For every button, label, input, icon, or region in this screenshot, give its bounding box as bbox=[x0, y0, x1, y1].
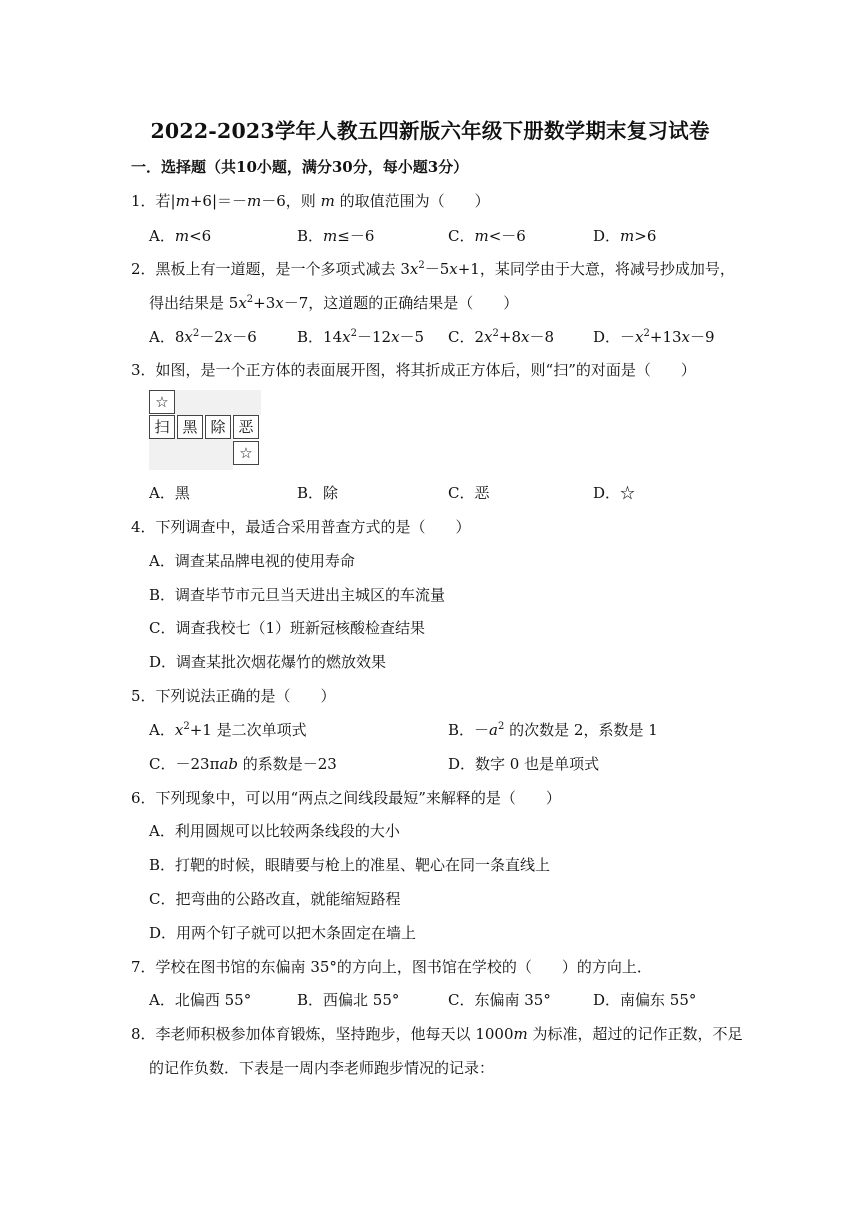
question-7: 7．学校在图书馆的东偏南 35°的方向上，图书馆在学校的（ ）的方向上． bbox=[131, 958, 652, 976]
q7-option-c: C．东偏南 35° bbox=[448, 991, 551, 1009]
net-cell-star-top: ☆ bbox=[149, 390, 175, 414]
question-2-line-1: 2．黑板上有一道题，是一个多项式减去 $3x^2-5x+1$，某同学由于大意，将减号抄成加号， bbox=[131, 260, 735, 278]
q3-option-c: C．恶 bbox=[448, 484, 490, 502]
q3-option-b: B．除 bbox=[297, 484, 339, 502]
cube-net-figure bbox=[149, 390, 261, 470]
q4-option-c: C．调查我校七（1）班新冠核酸检查结果 bbox=[149, 619, 426, 637]
q1-option-d: D．m>6 bbox=[593, 227, 657, 245]
q7-option-d: D．南偏东 55° bbox=[593, 991, 697, 1009]
q7-option-b: B．西偏北 55° bbox=[297, 991, 400, 1009]
q6-option-b: B．打靶的时候，眼睛要与枪上的准星、靶心在同一条直线上 bbox=[149, 856, 551, 874]
section-heading: 一．选择题（共10小题，满分30分，每小题3分） bbox=[131, 158, 469, 176]
q4-option-a: A．调查某品牌电视的使用寿命 bbox=[149, 552, 355, 570]
question-8-line-1: 8．李老师积极参加体育锻炼，坚持跑步，他每天以 1000m 为标准，超过的记作正数，不足 bbox=[131, 1025, 743, 1043]
question-5: 5．下列说法正确的是（ ） bbox=[131, 687, 336, 705]
q1-option-c: C．m<－6 bbox=[448, 227, 526, 245]
q5-option-b: B．$-a^2$ 的次数是 2，系数是 1 bbox=[448, 721, 658, 739]
q2-option-d: D．$-x^2+13x-9$ bbox=[593, 328, 715, 346]
q1-option-b: B．m≤－6 bbox=[297, 227, 375, 245]
net-cell-chu: 除 bbox=[205, 415, 231, 439]
q6-option-c: C．把弯曲的公路改直，就能缩短路程 bbox=[149, 890, 401, 908]
page-title: 2022-2023学年人教五四新版六年级下册数学期末复习试卷 bbox=[150, 119, 710, 143]
question-4: 4．下列调查中，最适合采用普查方式的是（ ） bbox=[131, 518, 471, 536]
net-cell-sao: 扫 bbox=[149, 415, 175, 439]
question-2-line-2: 得出结果是 $5x^2+3x-7$，这道题的正确结果是（ ） bbox=[149, 294, 519, 312]
net-cell-hei: 黑 bbox=[177, 415, 203, 439]
q2-option-a: A．$8x^2-2x-6$ bbox=[149, 328, 257, 346]
q2-option-b: B．$14x^2-12x-5$ bbox=[297, 328, 425, 346]
q4-option-d: D．调查某批次烟花爆竹的燃放效果 bbox=[149, 653, 387, 671]
q5-option-c: C．－23πab 的系数是－23 bbox=[149, 755, 337, 773]
q6-option-d: D．用两个钉子就可以把木条固定在墙上 bbox=[149, 924, 417, 942]
q5-option-d: D．数字 0 也是单项式 bbox=[448, 755, 600, 773]
q6-option-a: A．利用圆规可以比较两条线段的大小 bbox=[149, 822, 400, 840]
net-cell-star-bottom: ☆ bbox=[233, 441, 259, 465]
question-3: 3．如图，是一个正方体的表面展开图，将其折成正方体后，则“扫”的对面是（ ） bbox=[131, 361, 696, 379]
q3-option-a: A．黑 bbox=[149, 484, 190, 502]
q1-option-a: A．m<6 bbox=[149, 227, 212, 245]
q5-option-a: A．$x^2+1$ 是二次单项式 bbox=[149, 721, 307, 739]
q3-option-d: D．☆ bbox=[593, 484, 636, 502]
q4-option-b: B．调查毕节市元旦当天进出主城区的车流量 bbox=[149, 586, 446, 604]
question-6: 6．下列现象中，可以用“两点之间线段最短”来解释的是（ ） bbox=[131, 789, 561, 807]
question-8-line-2: 的记作负数．下表是一周内李老师跑步情况的记录： bbox=[149, 1059, 495, 1077]
net-cell-e: 恶 bbox=[233, 415, 259, 439]
question-1: 1．若|m+6|＝－m－6，则 m 的取值范围为（ ） bbox=[131, 192, 490, 210]
q2-option-c: C．$2x^2+8x-8$ bbox=[448, 328, 555, 346]
q7-option-a: A．北偏西 55° bbox=[149, 991, 252, 1009]
